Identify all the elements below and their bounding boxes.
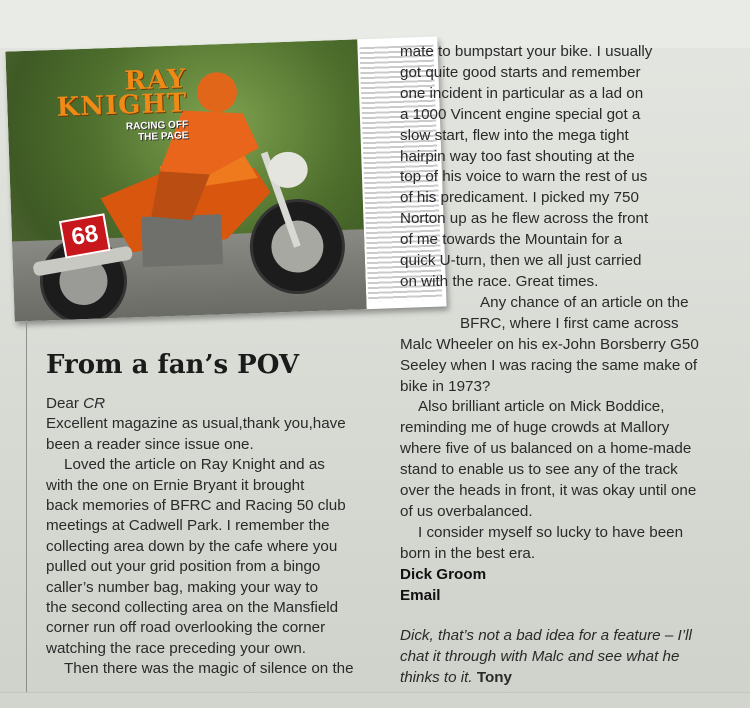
text-line: stand to enable us to see any of the track <box>400 461 678 479</box>
text-line: meetings at Cadwell Park. I remember the <box>46 517 330 535</box>
letter-right-column <box>400 42 740 689</box>
text-line: bike in 1973? <box>400 377 491 395</box>
text-line: BFRC, where I first came across <box>460 314 679 332</box>
text-line: I consider myself so lucky to have been <box>418 523 684 541</box>
text-line: Also brilliant article on Mick Boddice, <box>418 398 665 416</box>
text-line: watching the race preceding your own. <box>46 639 307 657</box>
editor-reply <box>400 626 740 689</box>
article-clipping <box>5 37 446 322</box>
text-line: Loved the article on Ray Knight and as <box>64 456 325 474</box>
text-line: one incident in particular as a lad on <box>400 84 644 102</box>
text-line: of me towards the Mountain for a <box>400 231 623 249</box>
text-line: back memories of BFRC and Racing 50 club <box>46 497 346 515</box>
signature-name: Dick Groom <box>400 565 487 583</box>
text-line: top of his voice to warn the rest of us <box>400 168 648 186</box>
text-line: hairpin way too fast shouting at the <box>400 147 635 165</box>
text-line: Any chance of an article on the <box>480 293 689 311</box>
text-line: of us overbalanced. <box>400 502 533 520</box>
text-line: slow start, flew into the mega tight <box>400 126 629 144</box>
letter-left-column <box>46 394 386 680</box>
reply-line: thinks to it. Tony <box>400 669 512 687</box>
text-line: a 1000 Vincent engine special got a <box>400 105 641 123</box>
text-line: mate to bumpstart your bike. I usually <box>400 43 653 60</box>
text-line: reminding me of huge crowds at Mallory <box>400 419 670 437</box>
text-line: on with the race. Great times. <box>400 272 599 290</box>
text-line: Norton up as he flew across the front <box>400 210 649 228</box>
clipping-headline: RAY KNIGHT <box>56 64 188 123</box>
reply-line: chat it through with Malc and see what he <box>400 648 680 666</box>
text-line: corner run off road overlooking the corner <box>46 619 326 637</box>
text-line: pulled out your grid position from a bingo <box>46 558 321 576</box>
text-line: over the heads in front, it was okay until one <box>400 482 697 500</box>
text-line: caller’s number bag, making your way to <box>46 578 319 596</box>
text-line: been a reader since issue one. <box>46 435 254 453</box>
editor-signature: Tony <box>476 669 512 687</box>
text-line: the second collecting area on the Mansfield <box>46 599 339 617</box>
text-line: quick U-turn, then we all just carried <box>400 252 642 270</box>
motorcycle-photo <box>5 39 366 321</box>
column-divider <box>26 320 27 700</box>
salutation: Dear CR <box>46 395 106 412</box>
signature-source: Email <box>400 586 441 604</box>
text-line: Seeley when I was racing the same make of <box>400 356 698 374</box>
reply-line: Dick, that’s not a bad idea for a feature – I’ll <box>400 627 692 645</box>
text-line: got quite good starts and remember <box>400 63 641 81</box>
text-line: Then there was the magic of silence on the <box>64 660 354 678</box>
text-line: with the one on Ernie Bryant it brought <box>46 476 305 494</box>
text-line: where five of us balanced on a home-made <box>400 440 692 458</box>
text-line: collecting area down by the cafe where you <box>46 537 338 555</box>
letter-heading: From a fan’s POV <box>46 350 300 380</box>
clipping-subhead: RACING OFF THE PAGE <box>125 119 189 144</box>
text-line: born in the best era. <box>400 544 536 562</box>
page-bottom <box>0 692 750 708</box>
text-line: of his predicament. I picked my 750 <box>400 189 639 207</box>
text-line: Excellent magazine as usual,thank you,have <box>46 415 346 433</box>
text-line: Malc Wheeler on his ex-John Borsberry G50 <box>400 335 699 353</box>
race-number: 68 <box>59 213 111 258</box>
